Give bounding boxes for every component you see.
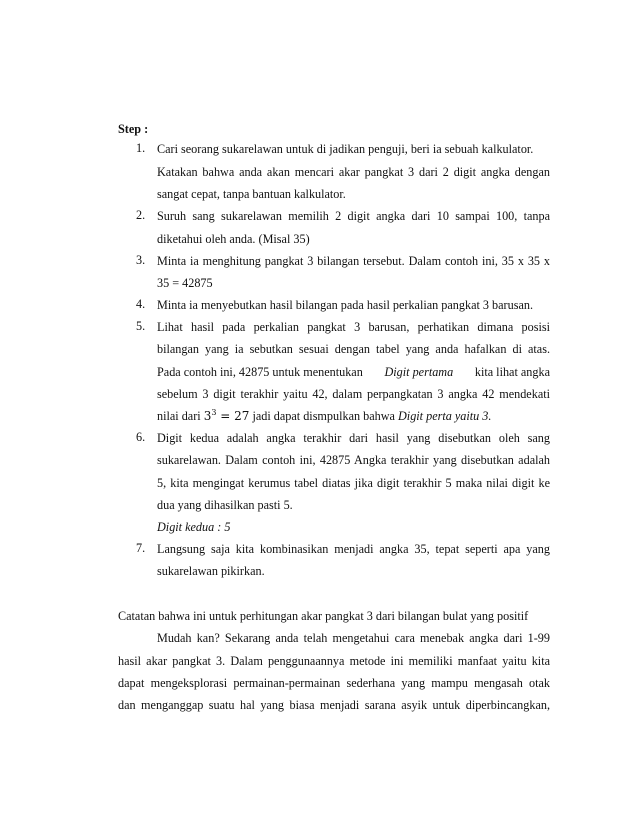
step-6-line-3: 5, kita mengingat kerumus tabel diatas jika digit terakhir 5 maka nilai digit ke	[157, 476, 550, 490]
step-6-line-1: Digit kedua adalah angka terakhir dari hasil yang disebutkan oleh sang	[157, 431, 550, 445]
footer-paragraph-line-1: Mudah kan? Sekarang anda telah mengetahui cara menebak angka dari 1-99	[157, 631, 550, 645]
step-3-line-1: Minta ia menghitung pangkat 3 bilangan tersebut. Dalam contoh ini, 35 x 35 x	[157, 254, 550, 268]
step-2-line-2: diketahui oleh anda. (Misal 35)	[157, 232, 310, 246]
step-3-number: 3.	[136, 253, 146, 267]
step-5-line-3-tail: kita lihat angka	[474, 365, 550, 379]
step-5-line-3	[157, 364, 550, 380]
footer-note: Catatan bahwa ini untuk perhitungan akar pangkat 3 dari bilangan bulat yang positif	[118, 609, 529, 623]
step-1-number: 1.	[136, 141, 146, 155]
math-rest: = 27	[220, 409, 250, 423]
step-3-line-2: 35 = 42875	[157, 276, 213, 290]
step-5-line-5-italic: Digit perta yaitu 3.	[398, 409, 492, 423]
step-2-number: 2.	[136, 208, 146, 222]
step-2-line-1: Suruh sang sukarelawan memilih 2 digit angka dari 10 sampai 100, tanpa	[157, 209, 550, 223]
math-base: 3	[203, 409, 212, 423]
step-1-line-1: Cari seorang sukarelawan untuk di jadikan penguji, beri ia sebuah kalkulator.	[157, 142, 534, 156]
step-7-line-1: Langsung saja kita kombinasikan menjadi angka 35, tepat seperti apa yang	[157, 542, 550, 556]
step-5-line-3-text: Pada contoh ini, 42875 untuk menentukan	[157, 365, 363, 379]
step-5-line-1: Lihat hasil pada perkalian pangkat 3 barusan, perhatikan dimana posisi	[157, 320, 550, 334]
footer-paragraph-line-4: dan menganggap suatu hal yang biasa menjadi sarana asyik untuk diperbincangkan,	[118, 698, 550, 712]
math-exponent: 3	[211, 408, 217, 417]
step-4-line-1: Minta ia menyebutkan hasil bilangan pada hasil perkalian pangkat 3 barusan.	[157, 298, 534, 312]
step-5-number: 5.	[136, 319, 146, 333]
step-1-line-2: Katakan bahwa anda akan mencari akar pangkat 3 dari 2 digit angka dengan	[157, 165, 550, 179]
step-5-line-4: sebelum 3 digit terakhir yaitu 42, dalam perpangkatan 3 angka 42 mendekati	[157, 387, 550, 401]
step-5-line-5-text: nilai dari	[157, 409, 201, 423]
step-4-number: 4.	[136, 297, 146, 311]
step-1-line-3: sangat cepat, tanpa bantuan kalkulator.	[157, 187, 346, 201]
step-6-number: 6.	[136, 430, 146, 444]
step-7-line-2: sukarelawan pikirkan.	[157, 564, 265, 578]
step-5-line-5-tail: jadi dapat dismpulkan bahwa	[252, 409, 395, 423]
step-6-line-4: dua yang dihasilkan pasti 5.	[157, 498, 293, 512]
step-6-line-5: Digit kedua : 5	[157, 520, 231, 534]
step-5-line-5	[157, 408, 491, 424]
footer-paragraph-line-3: dapat mengeksplorasi permainan-permainan sederhana yang mampu mengasah otak	[118, 676, 550, 690]
step-6-line-2: sukarelawan. Dalam contoh ini, 42875 Angka terakhir yang disebutkan adalah	[157, 453, 550, 467]
step-5-line-2: bilangan yang ia sebutkan sesuai dengan tabel yang anda hafalkan di atas.	[157, 342, 550, 356]
step-7-number: 7.	[136, 541, 146, 555]
step-5-line-3-italic: Digit pertama	[384, 365, 454, 379]
math-expression	[204, 409, 250, 423]
step-heading: Step :	[118, 122, 149, 136]
footer-paragraph-line-2: hasil akar pangkat 3. Dalam penggunaannya metode ini memiliki manfaat yaitu kita	[118, 654, 550, 668]
